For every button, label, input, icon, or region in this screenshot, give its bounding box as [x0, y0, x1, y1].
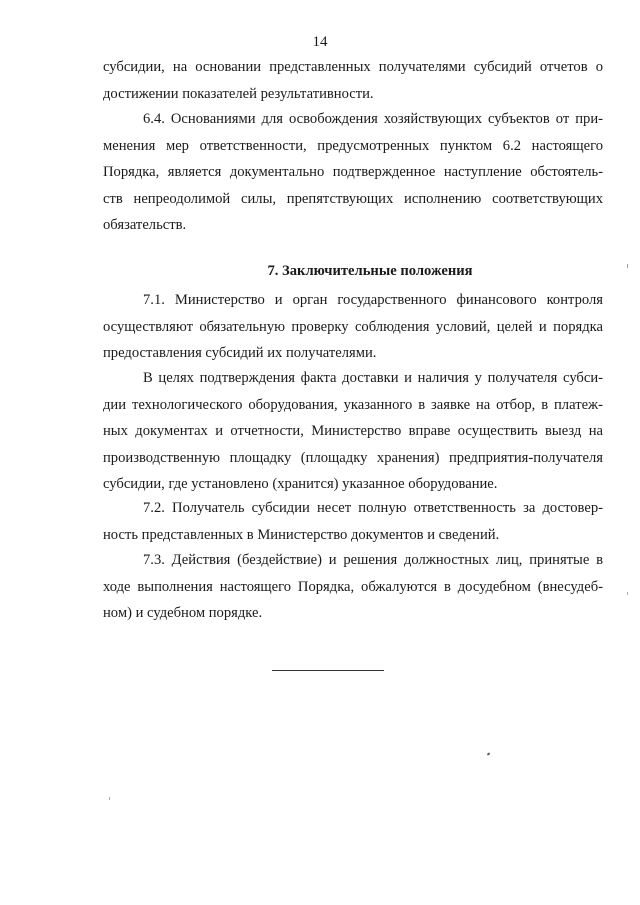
- text-line: менения мер ответственности, предусмотренных пунктом 6.2 настоящего: [103, 137, 603, 154]
- text-line: ном) и судебном порядке.: [103, 605, 263, 622]
- text-line: субсидии, где установлено (хранится) указанное оборудование.: [103, 476, 498, 493]
- text-line: 7.1. Министерство и орган государственного финансового контроля: [143, 292, 603, 308]
- section-heading: 7. Заключительные положения: [267, 263, 473, 279]
- end-divider: [272, 670, 384, 671]
- text-line: 6.4. Основаниями для освобождения хозяйствующих субъектов от при-: [143, 111, 603, 127]
- paragraph-continued: [103, 54, 603, 107]
- scan-speck: [109, 797, 110, 800]
- text-line: 7.3. Действия (бездействие) и решения должностных лиц, принятые в: [143, 552, 603, 568]
- text-line: обязательств.: [103, 217, 187, 234]
- paragraph-7-2: [103, 495, 603, 548]
- text-line: ств непреодолимой силы, препятствующих исполнению соответствующих: [103, 190, 603, 207]
- text-line: осуществляют обязательную проверку соблюдения условий, целей и порядка: [103, 318, 603, 335]
- text-line: предоставления субсидий их получателями.: [103, 345, 377, 362]
- scan-speck: [487, 752, 491, 755]
- scan-speck: [627, 264, 628, 268]
- text-line: ность представленных в Министерство документов и сведений.: [103, 526, 500, 543]
- text-line: дии технологического оборудования, указанного в заявке на отбор, в платеж-: [103, 396, 603, 413]
- text-line: ных документах и отчетности, Министерство вправе осуществить выезд на: [103, 423, 603, 440]
- scan-speck: [627, 592, 628, 595]
- text-line: достижении показателей результативности.: [103, 85, 374, 102]
- text-line: 7.2. Получатель субсидии несет полную ответственность за достовер-: [143, 500, 603, 516]
- paragraph-7-3: [103, 547, 603, 627]
- paragraph-7-1: [103, 287, 603, 367]
- text-line: Порядка, является документально подтвержденное наступление обстоятель-: [103, 164, 603, 181]
- page-number: 14: [312, 34, 328, 50]
- text-line: производственную площадку (площадку хранения) предприятия-получателя: [103, 449, 603, 466]
- text-line: В целях подтверждения факта доставки и наличия у получателя субси-: [143, 370, 603, 386]
- paragraph-6-4: [103, 106, 603, 239]
- text-line: субсидии, на основании представленных получателями субсидий отчетов о: [103, 59, 603, 75]
- paragraph-7-1-delivery: [103, 365, 603, 498]
- text-line: ходе выполнения настоящего Порядка, обжалуются в досудебном (внесудеб-: [103, 578, 603, 595]
